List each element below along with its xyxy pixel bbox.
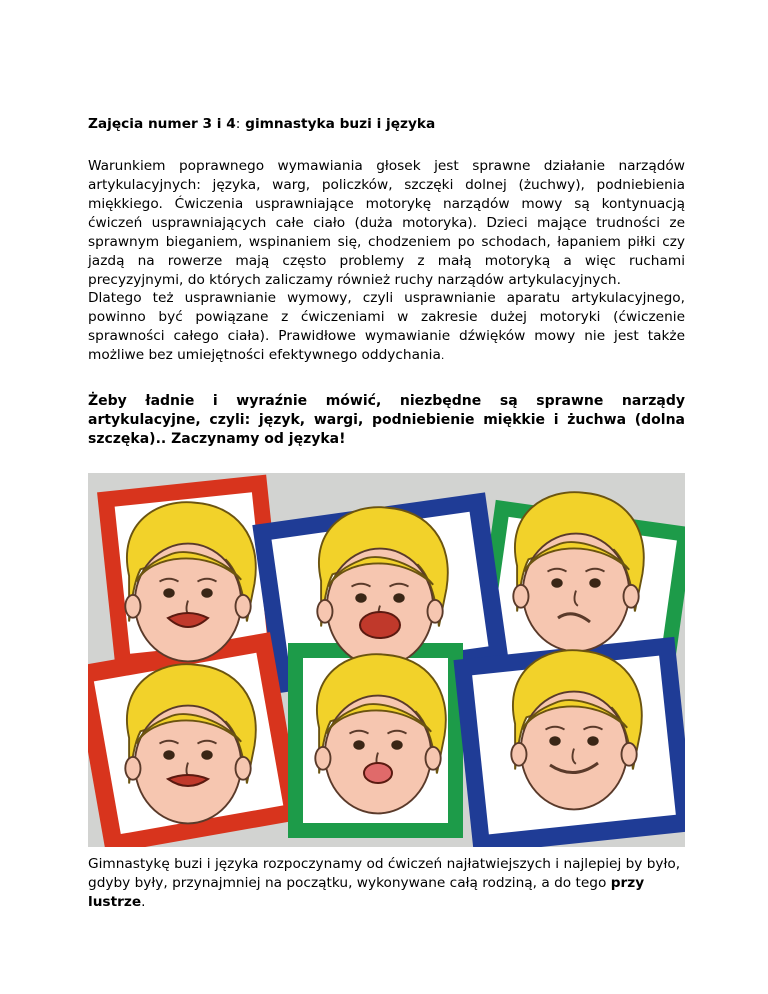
paragraph-motor-skills-period: . [440,349,445,362]
paragraph-mirror-text: Gimnastykę buzi i języka rozpoczynamy od ćwiczeń najłatwiejszych i najlepiej by było, gdyby były, przynajmniej na początku, wykonywane całą rodziną, a do tego [88,856,681,891]
heading-subtitle: gimnastyka buzi i języka [240,116,436,132]
heading-separator: : [235,116,241,132]
paragraph-mirror-bold: przy lustrze [88,875,645,910]
section-heading [88,115,685,134]
paragraph-bold-intro: Żeby ładnie i wyraźnie mówić, niezbędne są sprawne narządy artykulacyjne, czyli: język, wargi, podniebienie miękkie i żuchwa (dolna szczęka).. Zaczynamy od języka! [88,393,685,447]
paragraph-mirror-period: . [141,894,146,910]
faces-cards-illustration [88,473,685,847]
heading-title: Zajęcia numer 3 i 4 [88,116,236,132]
paragraph-mirror [88,855,685,912]
paragraph-intro: Warunkiem poprawnego wymawiania głosek jest sprawne działanie narządów artykulacyjnych: języka, warg, policzków, szczęki dolnej (żuchwy), podniebienia miękkiego. Ćwiczenia usprawniające motorykę narządów mowy są kontynuacją ćwiczeń usprawniających całe ciało (duża motoryka). Dzieci mające trudności ze sprawnym bieganiem, wspinaniem się, chodzeniem po schodach, łapaniem piłki czy jazdą na rowerze mają często problemy z małą motoryką a więc ruchami precyzyjnymi, do których zaliczamy również ruchy narządów artykulacyjnych. [88,158,685,288]
paragraph-motor-skills [88,289,685,365]
paragraph-motor-skills-text: Dlatego też usprawnianie wymowy, czyli usprawnianie aparatu artykulacyjnego, powinno być powiązane z ćwiczeniami w zakresie dużej motoryki (ćwiczenie sprawności całego ciała). Prawidłowe wymawianie dźwięków mowy nie jest także możliwe bez umiejętności efektywnego oddychania [88,290,685,363]
